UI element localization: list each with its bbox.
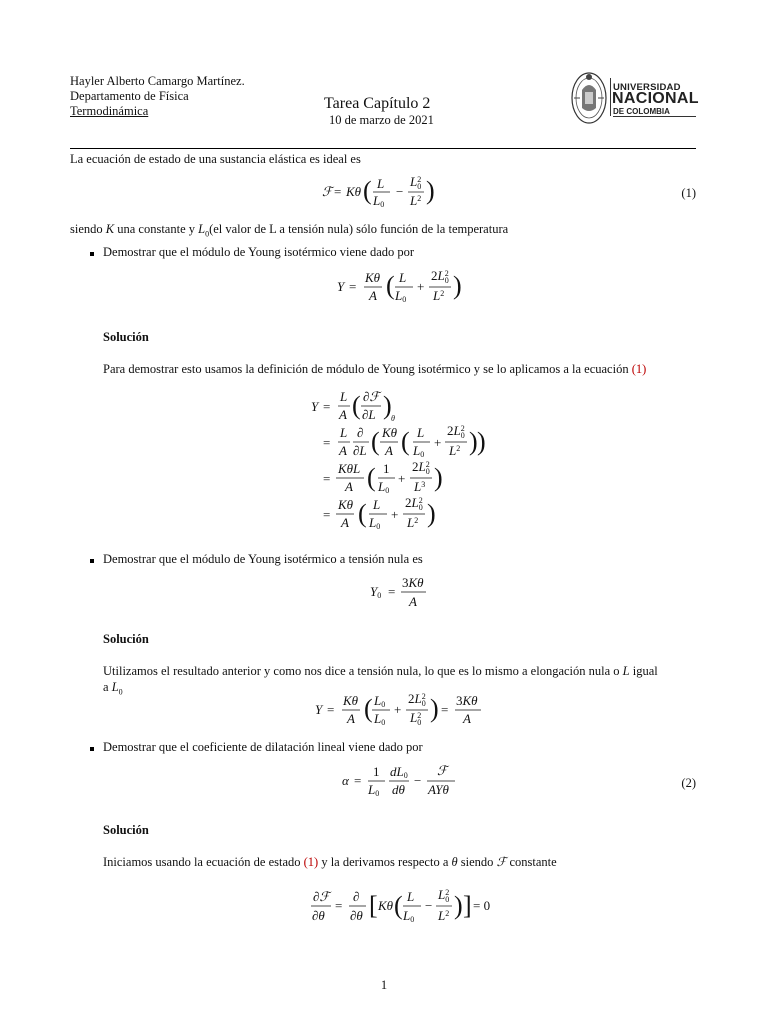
svg-text:AYθ: AYθ — [428, 782, 449, 797]
svg-text:=: = — [349, 279, 357, 294]
svg-text:L0: L0 — [374, 693, 386, 709]
svg-text:α: α — [342, 773, 349, 788]
symbol-L0-b: $L_0$ — [111, 680, 123, 697]
solution-3-part-d: constante — [509, 855, 557, 869]
department-name: Departamento de Física — [70, 89, 189, 103]
svg-text:L20: $L^2$ 0 — [410, 174, 422, 191]
svg-text:dθ: dθ — [392, 782, 405, 797]
logo-line3: DE COLOMBIA — [613, 107, 670, 116]
svg-text:(: ( — [364, 694, 373, 723]
bullet-marker-2 — [90, 559, 94, 563]
svg-text:L0: L0 — [403, 908, 415, 924]
svg-text:+: + — [434, 435, 442, 450]
svg-text:): ) — [427, 499, 436, 528]
solution-2-line2 — [103, 680, 123, 697]
svg-text:=: = — [334, 184, 342, 199]
svg-text:=: = — [323, 507, 331, 522]
svg-text:A: A — [339, 443, 347, 458]
svg-text:Kθ: Kθ — [365, 270, 381, 285]
svg-text:A: A — [369, 288, 377, 303]
svg-text:(: ( — [401, 427, 410, 456]
svg-text:2L20: $2L^2$ 0 — [447, 423, 465, 440]
solution-2-text — [103, 664, 699, 679]
solucion-heading-1: Solución — [103, 330, 149, 344]
svg-text:L2: $L^2$ — [410, 193, 422, 208]
svg-text:=: = — [335, 898, 343, 913]
derivation-young — [305, 385, 505, 535]
svg-text:(: ( — [352, 391, 361, 420]
solution-3-part-b: y la derivamos respecto a — [321, 855, 449, 869]
svg-text:(: ( — [358, 499, 367, 528]
svg-text:A: A — [409, 594, 417, 609]
svg-text:+: + — [398, 471, 406, 486]
svg-text:−: − — [414, 773, 422, 788]
svg-text:1: 1 — [383, 461, 390, 476]
svg-text:=: = — [354, 773, 362, 788]
svg-text:Y0: Y0 — [370, 584, 382, 600]
bullet-marker-3 — [90, 747, 94, 751]
svg-text:=: = — [323, 435, 331, 450]
solution-1-sentence: Para demostrar esto usamos la definición de módulo de Young isotérmico y se lo aplicamos a la ecuación — [103, 362, 629, 376]
svg-text:2L20: $2L^2$ 0 — [408, 691, 426, 708]
symbol-F: ℱ — [496, 855, 507, 869]
svg-text:L20: $L^2$ 0 — [410, 710, 422, 727]
solution-3-text — [103, 854, 557, 870]
svg-text:A: A — [385, 443, 393, 458]
svg-text:L0: L0 — [374, 711, 386, 727]
svg-text:L2: $L^2$ — [433, 288, 445, 303]
svg-text:L0: L0 — [369, 515, 381, 531]
solution-2-igual: igual — [632, 664, 658, 678]
eq1-number: (1) — [681, 186, 696, 200]
svg-text:[: [ — [369, 891, 378, 920]
symbol-L: L — [622, 664, 630, 678]
bullet-1-text: Demostrar que el módulo de Young isotérmico viene dado por — [103, 245, 415, 259]
svg-text:+: + — [394, 702, 402, 717]
svg-text:): ) — [454, 891, 463, 920]
bullet-2-text: Demostrar que el módulo de Young isotérmico a tensión nula es — [103, 552, 423, 566]
svg-text:∂ℱ: ∂ℱ — [313, 889, 330, 904]
solucion-heading-3: Solución — [103, 823, 149, 837]
svg-text:): ) — [434, 463, 443, 492]
svg-text:∂: ∂ — [357, 425, 364, 440]
svg-text:(: ( — [363, 176, 372, 205]
svg-text:): ) — [469, 427, 478, 456]
svg-text:∂L: ∂L — [353, 443, 367, 458]
svg-text:A: A — [341, 515, 349, 530]
after-eq1-text: una constante y — [117, 222, 195, 236]
svg-text:(: ( — [386, 271, 395, 300]
svg-text:L0: L0 — [373, 193, 385, 209]
equation-young-zero — [368, 574, 438, 614]
svg-text:Y: Y — [315, 702, 323, 717]
svg-text:): ) — [453, 271, 462, 300]
svg-text:ℱ: ℱ — [437, 763, 448, 778]
page-number: 1 — [380, 978, 388, 992]
svg-text:Kθ: Kθ — [382, 425, 398, 440]
svg-text:ℱ: ℱ — [322, 184, 333, 199]
doc-date: 10 de marzo de 2021 — [329, 113, 434, 127]
logo-underline — [613, 116, 696, 117]
solution-2-a: a — [103, 680, 109, 694]
eq-ref-1-link[interactable]: (1) — [631, 362, 647, 376]
svg-text:A: A — [463, 711, 471, 726]
svg-text:KθL: KθL — [338, 461, 361, 476]
svg-text:L: L — [399, 270, 407, 285]
header-rule — [70, 148, 696, 149]
header-left — [70, 74, 245, 119]
author-name: Hayler Alberto Camargo Martínez. — [70, 74, 245, 88]
intro-text: La ecuación de estado de una sustancia elástica es ideal es — [70, 152, 361, 166]
equation-1 — [320, 172, 450, 212]
doc-title: Tarea Capítulo 2 — [324, 95, 431, 112]
svg-text:L: L — [340, 425, 348, 440]
eq-ref-1-link-b[interactable]: (1) — [303, 855, 319, 869]
solution-3-part-c: siendo — [460, 855, 494, 869]
svg-text:L0: L0 — [368, 782, 380, 798]
word-siendo: siendo — [70, 222, 103, 236]
svg-text:=: = — [323, 399, 331, 414]
symbol-L0: $L_0$ — [198, 222, 210, 239]
svg-text:L20: $L^2$ 0 — [438, 887, 450, 904]
svg-text:(: ( — [367, 463, 376, 492]
svg-text:3Kθ: 3Kθ — [402, 575, 424, 590]
solution-3-part-a: Iniciamos usando la ecuación de estado — [103, 855, 301, 869]
symbol-theta: θ — [451, 855, 458, 869]
svg-text:L: L — [340, 389, 348, 404]
svg-text:L3: $L^3$ — [414, 479, 426, 494]
svg-text:2L20: $2L^2$ 0 — [405, 495, 423, 512]
svg-text:L2: $L^2$ — [407, 515, 419, 530]
svg-text:1: 1 — [373, 764, 380, 779]
svg-text:L2: $L^2$ — [449, 443, 461, 458]
svg-text:−: − — [396, 184, 404, 199]
logo-divider — [610, 78, 611, 116]
svg-text:= 0: = 0 — [473, 898, 491, 913]
equation-derivative — [310, 885, 510, 929]
svg-text:3Kθ: 3Kθ — [456, 693, 478, 708]
equation-young-zero-derivation — [313, 690, 493, 730]
svg-text:dL0: dL0 — [390, 764, 408, 780]
logo-line2: NACIONAL — [612, 90, 699, 107]
svg-text:A: A — [345, 479, 353, 494]
svg-text:]: ] — [463, 891, 472, 920]
svg-text:Kθ: Kθ — [338, 497, 354, 512]
symbol-K: K — [105, 222, 115, 236]
svg-text:+: + — [391, 507, 399, 522]
after-eq1-text-b: (el valor de L a tensión nula) sólo función de la temperatura — [209, 222, 509, 236]
equation-young — [335, 265, 475, 309]
svg-text:L: L — [373, 497, 381, 512]
svg-text:): ) — [426, 176, 435, 205]
svg-text:L: L — [417, 425, 425, 440]
after-eq1-line — [70, 222, 508, 239]
svg-text:L: L — [377, 176, 385, 191]
svg-text:Kθ: Kθ — [346, 184, 362, 199]
eq2-number: (2) — [681, 776, 696, 790]
svg-text:Y: Y — [311, 399, 319, 414]
bullet-marker-1 — [90, 252, 94, 256]
svg-text:): ) — [430, 694, 439, 723]
bullet-3-text: Demostrar que el coeficiente de dilatación lineal viene dado por — [103, 740, 423, 754]
svg-text:θ: θ — [391, 414, 395, 423]
svg-text:∂θ: ∂θ — [312, 908, 325, 923]
solution-2-sentence: Utilizamos el resultado anterior y como nos dice a tensión nula, lo que es lo mismo a elongación nula o — [103, 664, 620, 678]
svg-text:=: = — [327, 702, 335, 717]
svg-text:−: − — [425, 898, 433, 913]
logo-line1: UNIVERSIDAD — [613, 82, 681, 93]
svg-text:+: + — [417, 279, 425, 294]
svg-text:(: ( — [394, 891, 403, 920]
svg-text:): ) — [383, 391, 392, 420]
svg-text:=: = — [441, 702, 449, 717]
svg-text:Kθ: Kθ — [378, 898, 394, 913]
course-name: Termodinámica — [70, 104, 149, 118]
svg-text:Kθ: Kθ — [343, 693, 359, 708]
solution-1-text — [103, 362, 646, 377]
svg-text:∂ℱ: ∂ℱ — [363, 389, 380, 404]
svg-text:∂: ∂ — [353, 889, 360, 904]
svg-text:L2: $L^2$ — [438, 908, 450, 923]
svg-text:L0: L0 — [395, 288, 407, 304]
svg-text:2L20: $2L^2$ 0 — [431, 268, 449, 285]
university-seal-icon — [570, 68, 608, 126]
svg-text:(: ( — [371, 427, 380, 456]
svg-text:L: L — [407, 889, 415, 904]
solucion-heading-2: Solución — [103, 632, 149, 646]
svg-text:): ) — [477, 427, 486, 456]
svg-text:L0: L0 — [378, 479, 390, 495]
svg-text:∂L: ∂L — [362, 407, 376, 422]
svg-text:L0: L0 — [413, 443, 425, 459]
svg-text:A: A — [339, 407, 347, 422]
svg-text:Y: Y — [337, 279, 345, 294]
svg-text:=: = — [323, 471, 331, 486]
equation-2 — [340, 762, 470, 802]
svg-text:2L20: $2L^2$ 0 — [412, 459, 430, 476]
svg-text:∂θ: ∂θ — [350, 908, 363, 923]
svg-text:=: = — [388, 584, 396, 599]
svg-text:A: A — [347, 711, 355, 726]
